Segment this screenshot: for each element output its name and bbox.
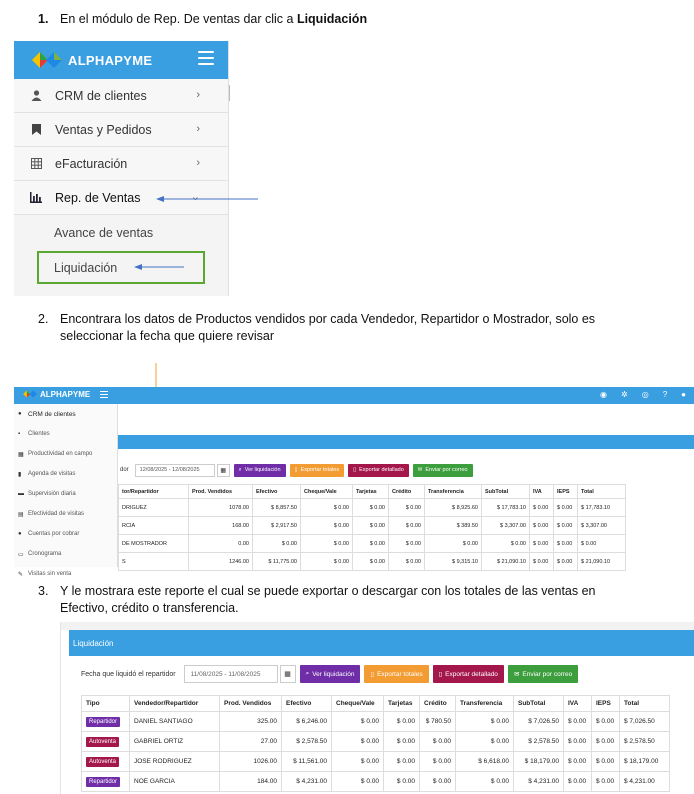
step-1-text: En el módulo de Rep. De ventas dar clic a [60,12,297,26]
column-header: IEPS [592,696,620,712]
bookmark-icon: ▪ [18,431,21,437]
table-cell: $ 0.00 [554,499,578,517]
table-cell: $ 0.00 [592,732,620,752]
help-icon[interactable]: ? [662,390,668,399]
table-cell: $ 0.00 [389,553,425,571]
step-3-number: 3. [38,584,49,598]
column-header: IVA [530,485,554,499]
table-cell: $ 0.00 [332,712,384,732]
table-cell: 1246.00 [189,553,253,571]
menu-item-label: eFacturación [55,156,128,171]
section-header-bar [118,435,694,449]
send-email-button[interactable]: ✉ Enviar por correo [413,464,473,477]
column-header: Crédito [420,696,456,712]
table-row [119,553,626,571]
file-icon: ▯ [294,467,298,473]
table-row [82,752,670,772]
export-detail-button[interactable]: ▯ Exportar detallado [433,665,504,683]
table-cell: NOE GARCIA [130,772,220,792]
date-range-input[interactable]: 12/08/2025 - 12/08/2025 [135,464,215,477]
step-2-line-1: Encontrara los datos de Productos vendidos por cada Vendedor, Repartidor o Mostrador, solo es [60,312,596,326]
table-cell: $ 0.00 [592,772,620,792]
hamburger-menu-icon[interactable] [100,391,108,400]
alphapyme-logo-icon [22,389,38,399]
chevron-right-icon: › [196,123,200,135]
table-cell: $ 0.00 [456,772,514,792]
step-1-number: 1. [38,12,49,26]
type-cell [82,712,130,732]
table-cell: $ 0.00 [389,499,425,517]
chevron-right-icon: › [196,157,200,169]
table-cell: $ 8,857.50 [253,499,301,517]
table-cell: $ 0.00 [384,752,420,772]
table-cell: $ 0.00 [578,535,626,553]
type-badge: Autoventa [86,757,119,767]
table-cell: $ 0.00 [592,712,620,732]
settings-icon[interactable]: ✲ [621,390,628,399]
sidebar-dropdown [14,404,118,578]
column-header: IEPS [554,485,578,499]
column-header: Vendedor/Repartidor [130,696,220,712]
table-cell: $ 0.00 [384,772,420,792]
table-cell: $ 4,231.00 [620,772,670,792]
section-header-bar [69,630,694,656]
column-header: Tipo [82,696,130,712]
arrow-liquidacion [134,264,184,270]
column-header: Efectivo [282,696,332,712]
step-2-number: 2. [38,312,49,326]
table-cell: $ 21,090.10 [578,553,626,571]
table-cell: $ 0.00 [530,535,554,553]
export-detail-button[interactable]: ▯ Exportar detallado [348,464,409,477]
column-header: Prod. Vendidos [220,696,282,712]
brand-name: ALPHAPYME [68,52,153,68]
table-cell: $ 18,179.00 [514,752,564,772]
table-cell: $ 2,578.50 [514,732,564,752]
table-cell: $ 6,246.00 [282,712,332,732]
table-cell: $ 0.00 [332,772,384,792]
table-cell: DE MOSTRADOR [119,535,189,553]
column-header: tor/Repartidor [119,485,189,499]
table-cell: $ 4,231.00 [282,772,332,792]
sidebar-item[interactable]: ● Cuentas por cobrar [18,531,80,537]
table-cell: $ 2,917.50 [253,517,301,535]
table-cell: $ 0.00 [564,752,592,772]
table-row [119,535,626,553]
table-cell: $ 8,925.60 [425,499,482,517]
table-cell: $ 0.00 [389,517,425,535]
table-cell: $ 0.00 [353,553,389,571]
type-badge: Autoventa [86,737,119,747]
table-cell: $ 0.00 [301,535,353,553]
calendar-icon[interactable]: ▦ [217,464,230,477]
type-cell [82,752,130,772]
type-badge: Repartidor [86,777,120,787]
table-cell: $ 0.00 [301,517,353,535]
column-header: Cheque/Vale [332,696,384,712]
table-cell: $ 18,179.00 [620,752,670,772]
column-header: Transferencia [425,485,482,499]
column-header: SubTotal [482,485,530,499]
top-strip [61,622,694,630]
table-cell: $ 11,775.00 [253,553,301,571]
user-icon: ● [18,411,22,417]
column-header: Tarjetas [384,696,420,712]
sidebar-item[interactable]: ✎ Visitas sin venta [18,571,72,578]
table-cell: $ 17,783.10 [482,499,530,517]
table-cell: $ 389.50 [425,517,482,535]
table-cell: $ 0.00 [332,732,384,752]
top-bar [14,387,694,404]
column-header: SubTotal [514,696,564,712]
chevron-down-icon: ⌄ [190,191,200,203]
section-title: Liquidación [73,638,114,648]
file-icon: ▯ [438,671,443,678]
table-cell: $ 0.00 [384,712,420,732]
step-3-line-1: Y le mostrara este reporte el cual se puede exportar o descargar con los totales de las ventas en [60,584,596,598]
table-cell: $ 6,618.00 [456,752,514,772]
table-cell: $ 0.00 [456,712,514,732]
table-cell: $ 0.00 [564,712,592,732]
table-row [82,772,670,792]
menu-item-label: Rep. de Ventas [55,190,141,205]
table-cell: $ 0.00 [389,535,425,553]
column-header: Crédito [389,485,425,499]
step-2-line-2: seleccionar la fecha que quiere revisar [60,329,275,343]
sidebar-item[interactable]: ▮ Agenda de visitas [18,471,76,478]
calendar-icon[interactable]: ▦ [280,665,296,683]
table-cell: DANIEL SANTIAGO [130,712,220,732]
table-cell: 1026.00 [220,752,282,772]
table-cell: $ 0.00 [420,772,456,792]
top-bar-icons [600,390,686,399]
bar-chart-icon: ▮ [18,471,22,478]
table-cell: S [119,553,189,571]
table-cell: $ 0.00 [482,535,530,553]
ver-liquidacion-button[interactable]: ⌕ Ver liquidación [234,464,286,477]
table-row [119,499,626,517]
table-cell: $ 0.00 [253,535,301,553]
table-cell: $ 0.00 [456,732,514,752]
brand-name: ALPHAPYME [40,389,91,399]
table-cell: $ 7,026.50 [514,712,564,732]
file-icon: ▯ [370,671,375,678]
filter-row [81,664,694,684]
table-cell: $ 0.00 [564,732,592,752]
filter-row [118,462,694,478]
report-screenshot-1 [14,387,694,578]
table-cell: $ 0.00 [353,499,389,517]
file-icon: ▯ [353,467,357,473]
submenu-item-label: Liquidación [54,260,118,275]
step-3 [38,583,596,600]
table-cell: $ 0.00 [554,535,578,553]
table-cell: $ 780.50 [420,712,456,732]
sidebar-item[interactable]: ▪ Clientes [18,431,50,437]
search-icon: ⌕ [305,670,310,677]
export-totals-button[interactable]: ▯ Exportar totales [290,464,345,477]
arrow-rep-ventas [156,196,258,202]
table-cell: $ 4,231.00 [514,772,564,792]
report-screenshot-2 [60,622,694,794]
table-cell: $ 0.00 [420,732,456,752]
truck-icon: ▬ [18,491,24,497]
table-cell: $ 0.00 [384,732,420,752]
table-cell: $ 0.00 [425,535,482,553]
table-cell: $ 0.00 [592,752,620,772]
envelope-icon: ✉ [513,671,520,678]
table-cell: $ 0.00 [554,517,578,535]
step-3-line-2: Efectivo, crédito o transferencia. [60,601,239,615]
calculator-icon: ▦ [18,451,24,458]
column-header: IVA [564,696,592,712]
step-1-bold-text: Liquidación [296,12,368,26]
table-cell: $ 21,090.10 [482,553,530,571]
filter-label: Fecha que liquidó el repartidor [81,670,176,678]
map-icon: ▭ [18,551,24,558]
table-header-row [119,485,626,499]
table-cell: $ 17,783.10 [578,499,626,517]
table-cell: 0.00 [189,535,253,553]
column-header: Prod. Vendidos [189,485,253,499]
column-header: Total [620,696,670,712]
table-cell: 184.00 [220,772,282,792]
liquidation-table [81,695,670,792]
table-cell: $ 7,026.50 [620,712,670,732]
send-email-button[interactable]: ✉ Enviar por correo [508,665,578,683]
date-range-input[interactable]: 11/08/2025 - 11/08/2025 [184,665,278,683]
type-cell [82,732,130,752]
envelope-icon: ✉ [417,467,423,473]
table-row [82,712,670,732]
ver-liquidacion-button[interactable]: ⌕ Ver liquidación [300,665,361,683]
table-cell: JOSE RODRIGUEZ [130,752,220,772]
table-cell: 27.00 [220,732,282,752]
calendar-icon: ▤ [18,511,24,518]
brand [22,389,90,399]
wrench-icon: ✎ [18,571,24,578]
table-cell: GABRIEL ORTIZ [130,732,220,752]
table-cell: $ 0.00 [353,535,389,553]
table-cell: $ 0.00 [301,553,353,571]
filter-label: dor [120,467,129,473]
export-totals-button[interactable]: ▯ Exportar totales [364,665,428,683]
table-cell: $ 2,578.50 [282,732,332,752]
submenu-item-label: Avance de ventas [54,225,154,240]
table-cell: 1078.00 [189,499,253,517]
table-row [119,517,626,535]
table-cell: $ 0.00 [554,553,578,571]
table-cell: $ 11,561.00 [282,752,332,772]
user-icon[interactable]: ● [681,390,686,399]
table-cell: $ 3,307.00 [578,517,626,535]
column-header: Total [578,485,626,499]
table-cell: 168.00 [189,517,253,535]
table-cell: $ 0.00 [530,517,554,535]
table-cell: $ 0.00 [530,553,554,571]
chat-icon[interactable]: ◉ [600,390,608,399]
table-cell: $ 0.00 [564,772,592,792]
table-cell: $ 9,315.10 [425,553,482,571]
table-cell: $ 0.00 [353,517,389,535]
table-cell: $ 3,307.00 [482,517,530,535]
table-cell: DRIGUEZ [119,499,189,517]
liquidation-table [118,484,626,571]
search-icon: ⌕ [238,466,242,473]
type-cell [82,772,130,792]
column-header: Efectivo [253,485,301,499]
type-badge: Repartidor [86,717,120,727]
chevron-right-icon: › [196,89,200,101]
table-cell: $ 2,578.50 [620,732,670,752]
whatsapp-icon[interactable]: ◎ [641,390,649,399]
sidebar-item[interactable]: ▦ Productividad en campo [18,451,93,458]
table-cell: 325.00 [220,712,282,732]
step-2 [38,311,595,328]
table-cell: $ 0.00 [530,499,554,517]
table-cell: $ 0.00 [420,752,456,772]
menu-item-label: CRM de clientes [55,88,147,103]
table-header-row [82,696,670,712]
sidebar-item[interactable]: ▤ Efectividad de visitas [18,511,85,518]
column-header: Cheque/Vale [301,485,353,499]
user-icon: ● [18,531,22,537]
table-row [82,732,670,752]
sidebar-item[interactable]: ▭ Cronograma [18,551,62,558]
table-cell: $ 0.00 [301,499,353,517]
column-header: Tarjetas [353,485,389,499]
table-cell: $ 0.00 [332,752,384,772]
table-cell: RCIA [119,517,189,535]
sidebar-item-crm[interactable]: ● CRM de clientes [18,410,76,418]
sidebar-item[interactable]: ▬ Supervisión diaria [18,491,76,497]
menu-item-label: Ventas y Pedidos [55,122,152,137]
column-header: Transferencia [456,696,514,712]
